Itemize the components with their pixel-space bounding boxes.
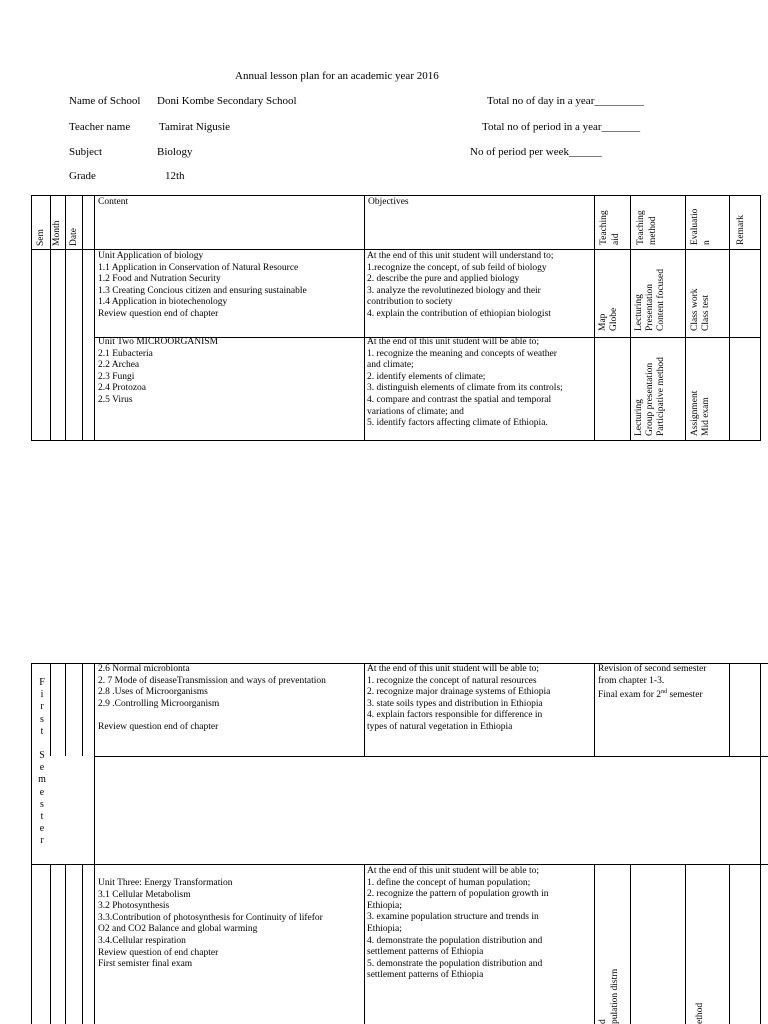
subject-value: Biology (157, 146, 193, 158)
row2-content: Unit Two MICROORGANISM 2.1 Eubacteria 2.2 Archea 2.3 Fungi 2.4 Protozoa 2.5 Virus (98, 337, 219, 405)
header-teaching-aid-line1: Teaching (599, 210, 609, 245)
subject-label: Subject (69, 146, 102, 158)
row2-objectives: At the end of this unit student will be able to; 1. recognize the meaning and concepts of weather and climate; 2. identify elements of climate; 3. distinguish elements of climate from its controls; 4. compare and contrast the spatial and temporal variations of climate; and 5. identify factors affecting climate of Ethiopia. (367, 337, 563, 429)
p2-row3-objectives: At the end of this unit student will be able to; 1. define the concept of human population; 2. recognize the pattern of population growth in Ethiopia; 3. examine population structure and trends in Ethiopia; 4. demonstrate the population distribution and settlement patterns of Ethiopia 5. demonstrate the population distribution and settlement patterns of Ethiopia (367, 866, 549, 981)
row1-teaching-aid: Map Globe (598, 307, 619, 331)
header-evaluation-line2: n (702, 240, 712, 245)
header-month: Month (52, 220, 62, 246)
periods-per-week: No of period per week______ (470, 146, 602, 158)
p2-row3-content: Unit Three: Energy Transformation 3.1 Cellular Metabolism 3.2 Photosynthesis 3.3.Contribution of photosynthesis for Continuity of lifefor O2 and CO2 Balance and global warming 3.4.Cellular respiration Review question of end chapter First semister final exam (98, 878, 323, 970)
p2-row3-method-partial: pulation distrn (610, 968, 620, 1024)
total-days: Total no of day in a year_________ (487, 95, 644, 107)
header-semester: Sem (36, 229, 46, 246)
header-objectives: Objectives (368, 197, 409, 207)
grade-label: Grade (69, 170, 96, 182)
header-remark: Remark (736, 214, 746, 245)
p2-row1-content: 2.6 Normal microbionta 2. 7 Mode of diseaseTransmission and ways of preventation 2.8 .Uses of Microorganisms 2.9 .Controlling Microorganism Review question end of chapter (98, 664, 326, 732)
header-teaching-method-line2: method (648, 216, 658, 245)
header-evaluation-line1: Evaluatio (690, 208, 700, 245)
row1-content: Unit Application of biology 1.1 Application in Conservation of Natural Resource 1.2 Food and Nutration Security 1.3 Creating Concious citizen and ensuring sustainable 1.4 Application in biotechenology Review question end of chapter (98, 251, 307, 319)
school-label: Name of School (69, 95, 141, 107)
p2-row1-revision: Revision of second semester from chapter 1-3. Final exam for 2nd semester (598, 664, 707, 701)
row1-evaluation: Class work Class test (690, 288, 711, 331)
teacher-value: Tamirat Nigusie (159, 121, 231, 133)
teacher-label: Teacher name (69, 121, 131, 133)
row2-evaluation: Assignment Mid exam (690, 390, 711, 436)
row1-objectives: At the end of this unit student will understand to; 1.recognize the concept, of sub feild of biology 2. describe the pure and applied biology 3. analyze the revolutinezed biology and their contribution to society 4. explain the contribution of ethiopian biologist (367, 251, 554, 319)
header-date: Date (69, 228, 79, 246)
row2-teaching-method: Lecturing Group presentation Participative method (634, 357, 666, 436)
school-value: Doni Kombe Secondary School (157, 95, 297, 107)
semester-label: F i r s t S e m e s t e r (38, 677, 46, 847)
header-teaching-aid-line2: aid (611, 233, 621, 245)
grade-value: 12th (165, 170, 185, 182)
row1-teaching-method: Lecturing Presentation Content focused (634, 268, 666, 331)
total-periods: Total no of period in a year_______ (482, 121, 641, 133)
page-title: Annual lesson plan for an academic year 2016 (235, 70, 439, 82)
header-teaching-method-line1: Teaching (636, 210, 646, 245)
p2-row3-aid-partial: d (598, 1019, 608, 1024)
p2-row1-objectives: At the end of this unit student will be able to; 1. recognize the concept of natural resources 2. recognize major drainage systems of Ethiopia 3. state soils types and distribution in Ethiopia 4. explain factors responsible for difference in types of natural vegetation in Ethiopia (367, 664, 551, 732)
p2-row3-eval-partial: ethod (695, 1002, 705, 1024)
header-content: Content (98, 197, 129, 207)
